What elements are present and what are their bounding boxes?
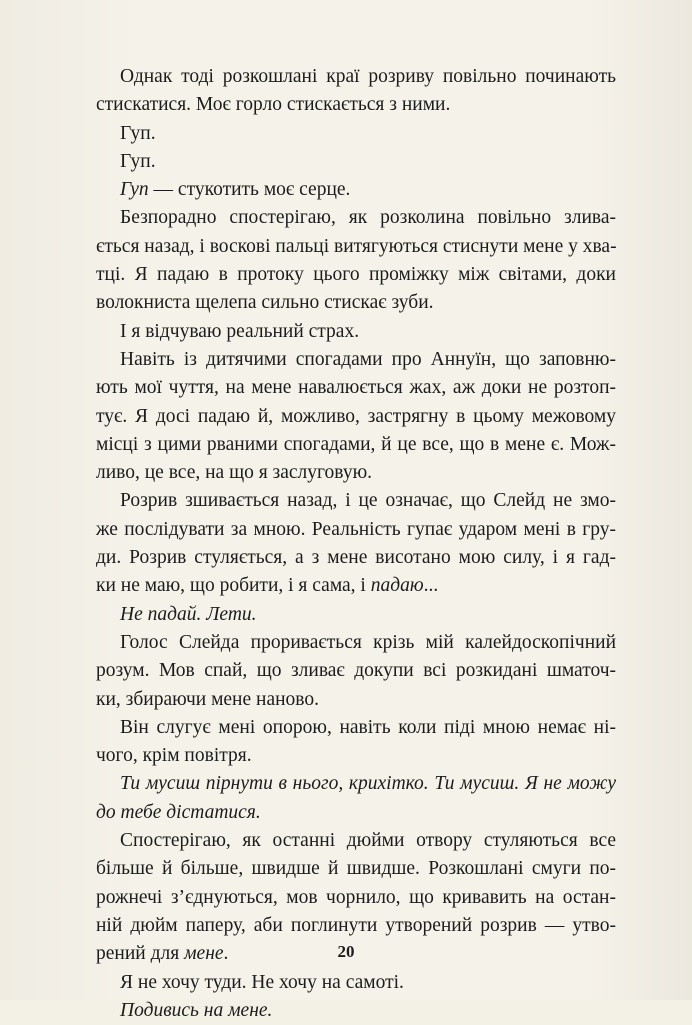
text-run: ється назад, і воскові пальці витягуються стиснути мене у хва- xyxy=(96,235,617,257)
text-run: ди. Розрив стуляється, а з мене висотано мою силу, і я гад- xyxy=(96,547,616,569)
text-line xyxy=(96,63,616,91)
paragraph xyxy=(96,176,616,204)
paragraph xyxy=(96,204,616,317)
text-line xyxy=(96,884,616,912)
text-line xyxy=(96,516,616,544)
text-run: Гуп. xyxy=(120,150,156,172)
text-run: же послідувати за мною. Реальність гупає ударом мені в гру- xyxy=(96,518,616,540)
body-text xyxy=(96,63,616,1025)
text-run: — стукотить моє серце. xyxy=(148,179,351,201)
paragraph xyxy=(96,969,616,997)
text-line xyxy=(96,204,616,232)
page-number: 20 xyxy=(337,942,355,961)
text-run: Безпорадно спостерігаю, як розколина повільно злива- xyxy=(120,207,616,229)
italic-run: Подивись на мене. xyxy=(120,999,273,1021)
text-line xyxy=(96,91,616,119)
text-run: . xyxy=(223,943,229,965)
text-run: Гуп. xyxy=(120,122,156,144)
text-run: І я відчуваю реальний страх. xyxy=(120,320,360,342)
text-run: Він слугує мені опорою, навіть коли піді мною немає ні- xyxy=(120,716,616,738)
text-line xyxy=(96,686,616,714)
text-line xyxy=(96,601,616,629)
italic-run: падаю xyxy=(370,575,424,597)
text-line xyxy=(96,997,616,1025)
text-line xyxy=(96,403,616,431)
text-line xyxy=(96,459,616,487)
text-run: ки не маю, що робити, і я сама, і xyxy=(96,575,371,597)
text-line xyxy=(96,176,616,204)
text-line xyxy=(96,233,616,261)
text-line xyxy=(96,657,616,685)
text-line xyxy=(96,969,616,997)
text-run: Спостерігаю, як останні дюйми отвору стуляються все xyxy=(120,830,616,852)
text-run: розум. Мов спай, що зливає докупи всі розкидані шматоч- xyxy=(96,660,616,682)
text-line xyxy=(96,912,616,940)
italic-run: Гуп xyxy=(120,179,149,201)
paragraph xyxy=(96,148,616,176)
italic-run: до тебе дістатися. xyxy=(96,801,261,823)
text-run: ній дюйм паперу, аби поглинути утворений розрив — утво- xyxy=(96,914,616,936)
text-run: більше й більше, швидше й швидше. Розкошлані смуги по- xyxy=(96,858,616,880)
text-line xyxy=(96,714,616,742)
paragraph xyxy=(96,997,616,1025)
text-line xyxy=(96,799,616,827)
text-run: ... xyxy=(423,575,439,597)
text-run: чого, крім повітря. xyxy=(96,745,252,767)
text-run: місці з цими рваними спогадами, й це все, що в мене є. Мож- xyxy=(96,433,616,455)
italic-run: Не падай. Лети. xyxy=(120,603,257,625)
text-run: Однак тоді розкошлані краї розриву повільно починають xyxy=(120,66,616,87)
paragraph xyxy=(96,120,616,148)
text-line xyxy=(96,289,616,317)
text-line xyxy=(96,374,616,402)
paragraph xyxy=(96,629,616,714)
text-line xyxy=(96,261,616,289)
text-run: Я не хочу туди. Не хочу на самоті. xyxy=(120,971,404,993)
text-line xyxy=(96,770,616,798)
paragraph xyxy=(96,318,616,346)
text-line xyxy=(96,742,616,770)
text-run: рений для xyxy=(96,943,185,965)
text-line xyxy=(96,487,616,515)
paragraph xyxy=(96,63,616,120)
paragraph xyxy=(96,346,616,487)
paragraph xyxy=(96,714,616,771)
italic-run: Ти мусиш пірнути в нього, крихітко. Ти мусиш. Я не можу xyxy=(120,773,616,795)
text-line xyxy=(96,148,616,176)
text-run: рожнечі з’єднуються, мов чорнило, що кривавить на остан- xyxy=(96,886,616,908)
text-line xyxy=(96,120,616,148)
text-line xyxy=(96,855,616,883)
text-line xyxy=(96,629,616,657)
text-line xyxy=(96,431,616,459)
text-line xyxy=(96,572,616,600)
text-line xyxy=(96,827,616,855)
text-run: стискатися. Моє горло стискається з ними. xyxy=(96,94,451,116)
text-run: тці. Я падаю в протоку цього проміжку між світами, доки xyxy=(96,264,616,286)
text-line xyxy=(96,318,616,346)
text-run: ють мої чуття, на мене навалюється жах, аж доки не розтоп- xyxy=(96,377,616,399)
text-run: волокниста щелепа сильно стискає зуби. xyxy=(96,292,434,314)
paragraph xyxy=(96,487,616,600)
text-run: Навіть із дитячими спогадами про Аннуїн, що заповню- xyxy=(120,348,616,370)
text-run: ки, збираючи мене наново. xyxy=(96,688,320,710)
paragraph xyxy=(96,770,616,827)
text-line xyxy=(96,544,616,572)
text-run: ливо, це все, на що я заслуговую. xyxy=(96,462,373,484)
text-run: тує. Я досі падаю й, можливо, застрягну в цьому межовому xyxy=(96,405,616,427)
text-run: Розрив зшивається назад, і це означає, що Слейд не змо- xyxy=(120,490,616,512)
italic-run: мене xyxy=(184,943,224,965)
text-run: Голос Слейда проривається крізь мій калейдоскопічний xyxy=(120,631,616,653)
paragraph xyxy=(96,601,616,629)
text-line xyxy=(96,346,616,374)
